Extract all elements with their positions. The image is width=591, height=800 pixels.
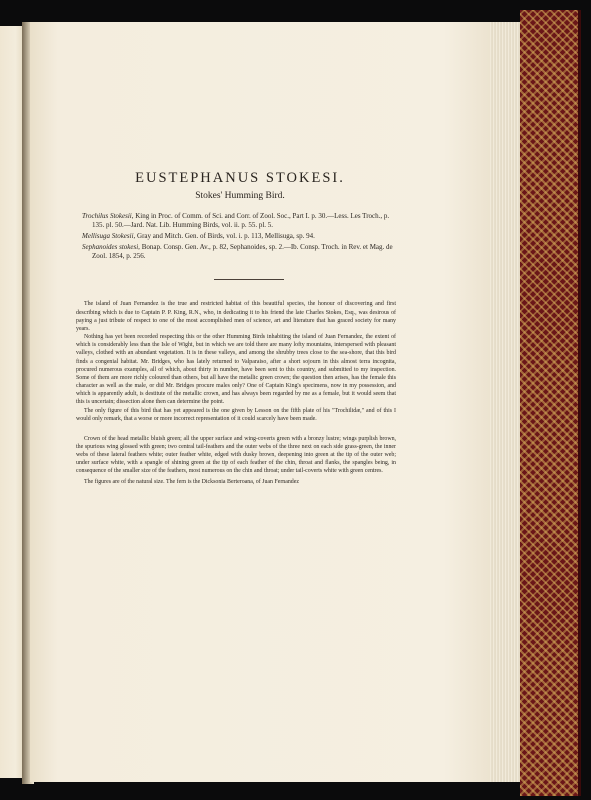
page-subtitle: Stokes' Humming Bird. [195, 191, 285, 201]
paragraph: The island of Juan Fernandez is the true and restricted habitat of this beautiful species, the honour of discovering and first describing which is due to Captain P. P. King, R.N., who, in dedicating it to his friend the late Charles Stokes, Esq., was desirous of paying a just tribute of respect to one of the most accomplished men of science, art and literature that has graced society for many years. [76, 301, 396, 332]
synonym-name: Sephanoides stokesi, [82, 242, 140, 251]
synonym-name: Trochilus Stokesii, [82, 212, 134, 220]
synonym-entry [82, 243, 396, 262]
synonym-text: Bonap. Consp. Gen. Av., p. 82, Sephanoides, sp. 2.—Ib. Consp. Troch. in Rev. et Mag. de Zool. 1854, p. 256. [92, 242, 393, 261]
synonymy-list [82, 212, 396, 261]
page-content [76, 170, 396, 486]
figure-note: The figures are of the natural size. The fern is the Dicksonia Berteroana, of Juan Fernandez [84, 478, 299, 485]
page-title: EUSTEPHANUS STOKESI. [135, 170, 345, 186]
synonym-entry [82, 232, 396, 241]
marbled-cover [520, 10, 580, 796]
synonym-name: Mellisuga Stokesii, [82, 232, 136, 241]
paragraph: The only figure of this bird that has yet appeared is the one given by Lesson on the fifth plate of his "Trochilidæ," and of this I would only remark, that a worse or more incorrect representation of it could scarcely have been made. [76, 407, 396, 422]
body-text [76, 300, 396, 485]
section-divider [214, 279, 284, 280]
cover-edge [578, 10, 581, 796]
paragraph: Nothing has yet been recorded respecting this or the other Humming Birds inhabiting the island of Juan Fernandez, the extent of which is considerably less than the Isle of Wight, but in which we are told there are many lofty mountains, interspersed with pleasant valleys, clothed with an abundant vegetation. It is in these valleys, and among the shrubby trees close to the sea-shore, that this bird finds a congenial habitat. Mr. Bridges, who has lately returned to Valparaiso, after a short sojourn in this almost terra incognita, procured numerous examples, all of which, about thirty in number, have been sent to this country, and submitted to my inspection. Some of them are more richly coloured than others, but all have the metallic green crown; the question then arises, has the female this character as well as the male, or did Mr. Bridges procure males only? One of Captain King's specimens, now in my possession, and which is apparently adult, is destitute of the metallic crown, and has always been regarded by me as a female, but it would seem that this is uncertain; dissection alone then can determine the point. [76, 334, 396, 406]
page-fore-edge [490, 22, 522, 782]
synonym-entry [82, 212, 396, 231]
synonym-text: King in Proc. of Comm. of Sci. and Corr. of Zool. Soc., Part I. p. 30.—Less. Les Troch., p. 135. pl. 50.—Jard. Nat. Lib. Humming Birds, vol. ii. p. 55. pl. 5. [92, 212, 390, 230]
synonym-text: Gray and Mitch. Gen. of Birds, vol. i. p. 113, Mellisuga, sp. 94. [137, 232, 315, 241]
description-paragraph: Crown of the head metallic bluish green; all the upper surface and wing-coverts green with a bronzy lustre; wings purplish brown, the spurious wing glossed with green; two central tail-feathers and the outer webs of the three next on each side grass-green, the inner webs of these lateral feathers white; outer feather white, edged with dusky brown, deepening into green at the tip of the outer web; under surface white, with a spangle of shining green at the tip of each feather of the chin, throat and flanks, the spangles being, in consequence of the smaller size of the feathers, most numerous on the chin and throat; under tail-coverts white with green centres. [76, 435, 396, 475]
